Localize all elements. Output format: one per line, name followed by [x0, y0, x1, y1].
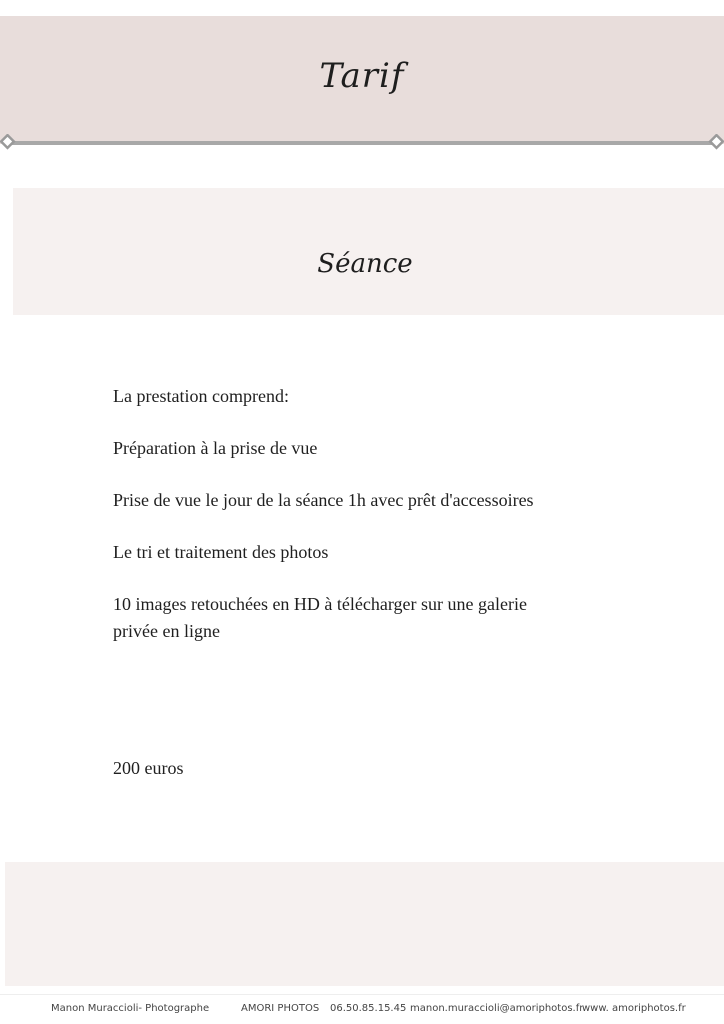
footer-email[interactable]: manon.muraccioli@amoriphotos.fr: [410, 1003, 584, 1014]
footer-brand: AMORI PHOTOS: [241, 1003, 320, 1014]
page-title: Tarif: [319, 56, 405, 96]
service-item: Prise de vue le jour de la séance 1h avec prêt d'accessoires: [113, 490, 534, 510]
service-item: 10 images retouchées en HD à télécharger sur une galerie privée en ligne: [113, 594, 527, 641]
service-item: Préparation à la prise de vue: [113, 438, 318, 458]
header-divider: [0, 134, 724, 152]
service-item: Le tri et traitement des photos: [113, 542, 329, 562]
price: 200 euros: [113, 758, 184, 778]
section-title: Séance: [317, 249, 413, 279]
footer-photographer: Manon Muraccioli- Photographe: [51, 1003, 210, 1014]
diamond-right-icon: [710, 135, 723, 148]
intro-text: La prestation comprend:: [113, 386, 289, 406]
footer-phone: 06.50.85.15.45: [330, 1003, 407, 1014]
footer-band: [5, 862, 724, 986]
footer-divider: [0, 994, 724, 995]
service-description: [113, 383, 573, 670]
diamond-left-icon: [1, 135, 14, 148]
footer-website[interactable]: www. amoriphotos.fr: [582, 1003, 686, 1014]
